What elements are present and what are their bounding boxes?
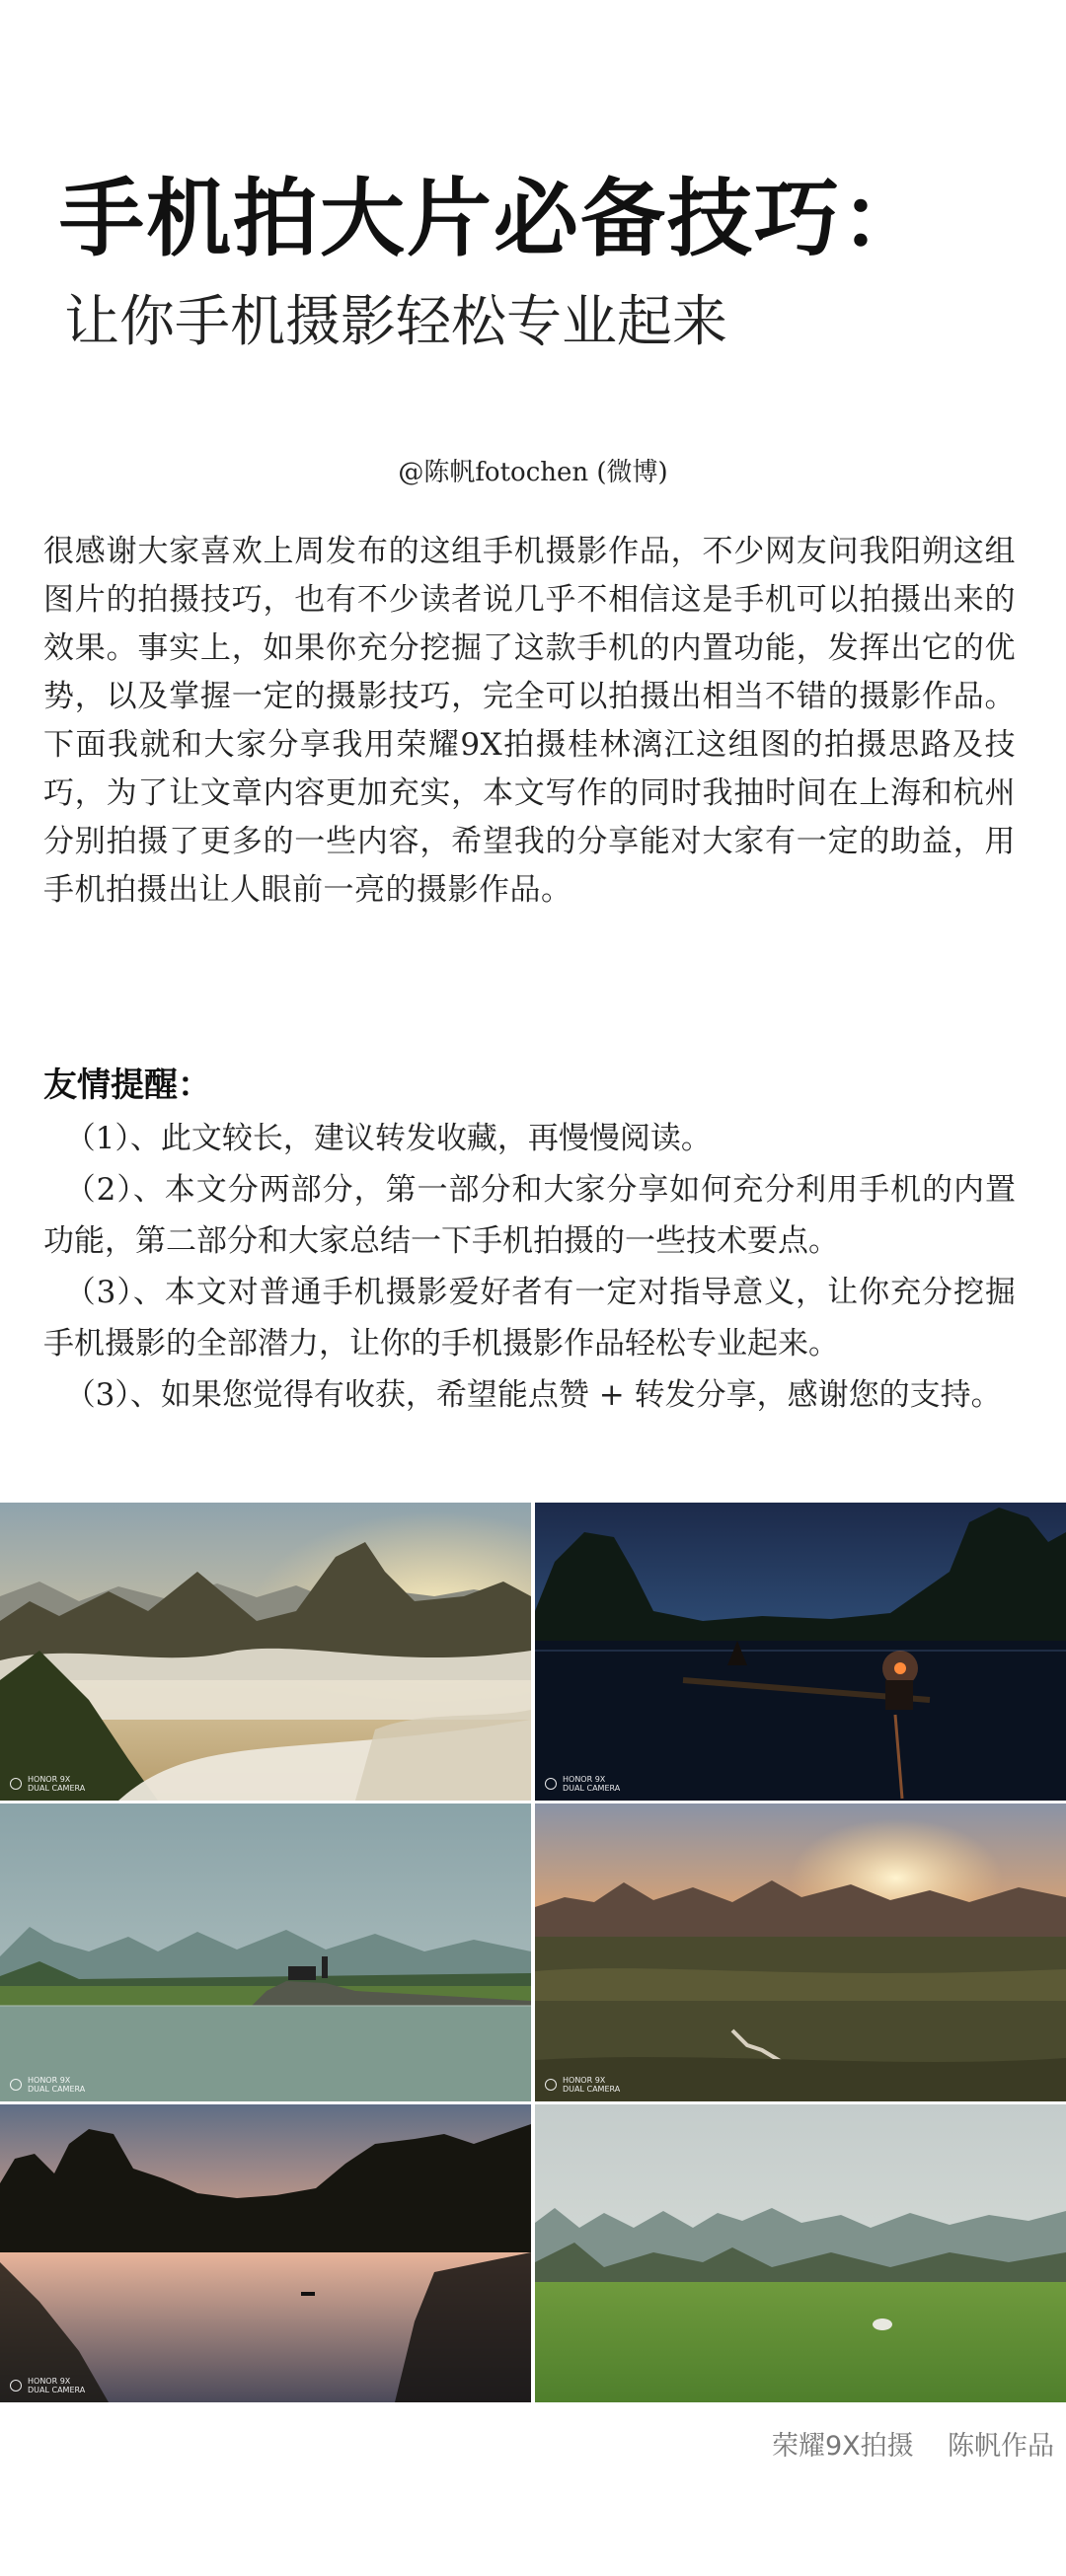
photo-rice-field (535, 2104, 1066, 2402)
tip-item: （3）、本文对普通手机摄影爱好者有一定对指导意义，让你充分挖掘手机摄影的全部潜力，让你的手机摄影作品轻松专业起来。 (43, 1275, 1016, 1362)
camera-watermark: HONOR 9X DUAL CAMERA (545, 1775, 620, 1793)
camera-watermark: HONOR 9X DUAL CAMERA (10, 1775, 85, 1793)
honor-logo-icon (10, 1778, 22, 1790)
tips-list (43, 1113, 1016, 1421)
tip-item: （3）、如果您觉得有收获，希望能点赞 + 转发分享，感谢您的支持。 (64, 1377, 1002, 1413)
honor-logo-icon (545, 2079, 557, 2091)
photo-river-dusk-reflection (0, 2104, 531, 2402)
page-title: 手机拍大片必备技巧： (59, 170, 928, 268)
photo-misty-karst-sunrise (0, 1503, 531, 1801)
author-byline: @陈帆fotochen (微博) (398, 458, 668, 487)
page-subtitle: 让你手机摄影轻松专业起来 (64, 290, 727, 354)
camera-watermark: HONOR 9X DUAL CAMERA (545, 2076, 620, 2094)
tip-item: （1）、此文较长，建议转发收藏，再慢慢阅读。 (64, 1121, 712, 1156)
camera-watermark: HONOR 9X DUAL CAMERA (10, 2076, 85, 2094)
tips-heading: 友情提醒： (43, 1066, 211, 1105)
honor-logo-icon (10, 2380, 22, 2392)
honor-logo-icon (10, 2079, 22, 2091)
photo-sunset-valley (535, 1803, 1066, 2101)
photo-grid (0, 1503, 1066, 2402)
tip-item: （2）、本文分两部分，第一部分和大家分享如何充分利用手机的内置功能，第二部分和大家总结一下手机拍摄的一些技术要点。 (43, 1172, 1016, 1259)
photo-buffalo-lake (0, 1803, 531, 2101)
photo-night-fisherman (535, 1503, 1066, 1801)
honor-logo-icon (545, 1778, 557, 1790)
camera-watermark: HONOR 9X DUAL CAMERA (10, 2377, 85, 2394)
intro-paragraph: 很感谢大家喜欢上周发布的这组手机摄影作品，不少网友问我阳朔这组图片的拍摄技巧，也有不少读者说几乎不相信这是手机可以拍摄出来的效果。事实上，如果你充分挖掘了这款手机的内置功能，发挥出它的优势，以及掌握一定的摄影技巧，完全可以拍摄出相当不错的摄影作品。下面我就和大家分享我用荣耀9X拍摄桂林漓江这组图的拍摄思路及技巧，为了让文章内容更加充实，本文写作的同时我抽时间在上海和杭州分别拍摄了更多的一些内容，希望我的分享能对大家有一定的助益，用手机拍摄出让人眼前一亮的摄影作品。 (43, 534, 1016, 908)
photo-credit: 荣耀9X拍摄 陈帆作品 (771, 2431, 1054, 2462)
